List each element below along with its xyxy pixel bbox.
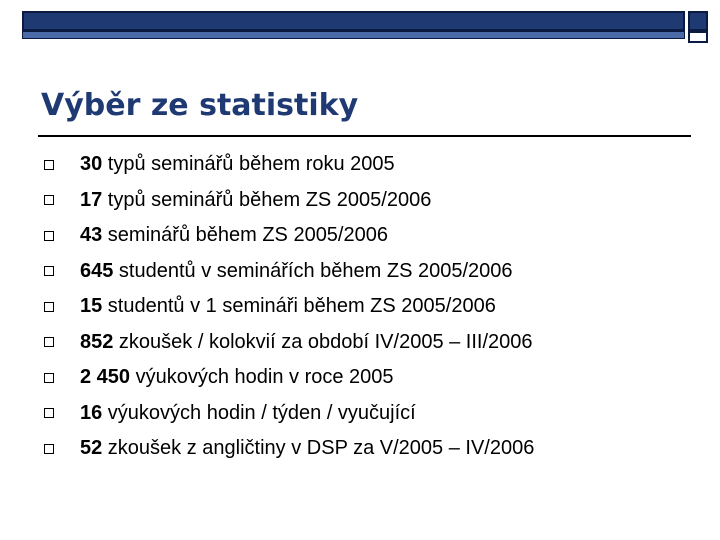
list-item-number: 43 [80,224,103,247]
list-item-number: 852 [80,330,114,353]
list-item-description: výukových hodin / týden / vyučující [102,401,416,424]
list-item-description: zkoušek z angličtiny v DSP za V/2005 – IV/2006 [102,437,535,460]
list-item-number: 30 [80,153,103,176]
header-bar [22,11,685,31]
list-item-text [80,366,394,389]
statistics-list [40,147,534,467]
header-corner-box-upper [688,11,708,31]
list-item [40,254,534,290]
list-item-description: zkoušek / kolokvií za období IV/2005 – III/2006 [113,330,533,353]
list-item-number: 16 [80,401,103,424]
list-item [40,218,534,254]
list-item [40,325,534,361]
square-bullet-icon [44,408,54,418]
list-item [40,183,534,219]
square-bullet-icon [44,160,54,170]
square-bullet-icon [44,266,54,276]
square-bullet-icon [44,231,54,241]
list-item-text [80,402,416,425]
list-item-text [80,260,513,283]
square-bullet-icon [44,195,54,205]
header-corner-box-lower [688,31,708,43]
header-bar-underline [22,31,685,39]
list-item-text [80,331,533,354]
list-item-number: 2 450 [80,366,131,389]
list-item-text [80,295,496,318]
list-item-text [80,224,388,247]
list-item-description: studentů v seminářích během ZS 2005/2006 [113,259,513,282]
list-item [40,396,534,432]
list-item-text [80,153,395,176]
list-item-number: 17 [80,188,103,211]
list-item-text [80,437,534,460]
slide-title: Výběr ze statistiky [41,88,359,123]
list-item-number: 52 [80,437,103,460]
list-item [40,360,534,396]
list-item-description: seminářů během ZS 2005/2006 [102,224,388,247]
title-divider [38,135,691,137]
list-item-number: 15 [80,295,103,318]
list-item-description: výukových hodin v roce 2005 [130,366,394,389]
list-item [40,289,534,325]
square-bullet-icon [44,444,54,454]
square-bullet-icon [44,337,54,347]
list-item-description: typů seminářů během ZS 2005/2006 [102,188,432,211]
list-item [40,147,534,183]
list-item [40,431,534,467]
list-item-text [80,189,431,212]
square-bullet-icon [44,302,54,312]
list-item-description: typů seminářů během roku 2005 [102,153,395,176]
list-item-description: studentů v 1 semináři během ZS 2005/2006 [102,295,496,318]
square-bullet-icon [44,373,54,383]
list-item-number: 645 [80,259,114,282]
